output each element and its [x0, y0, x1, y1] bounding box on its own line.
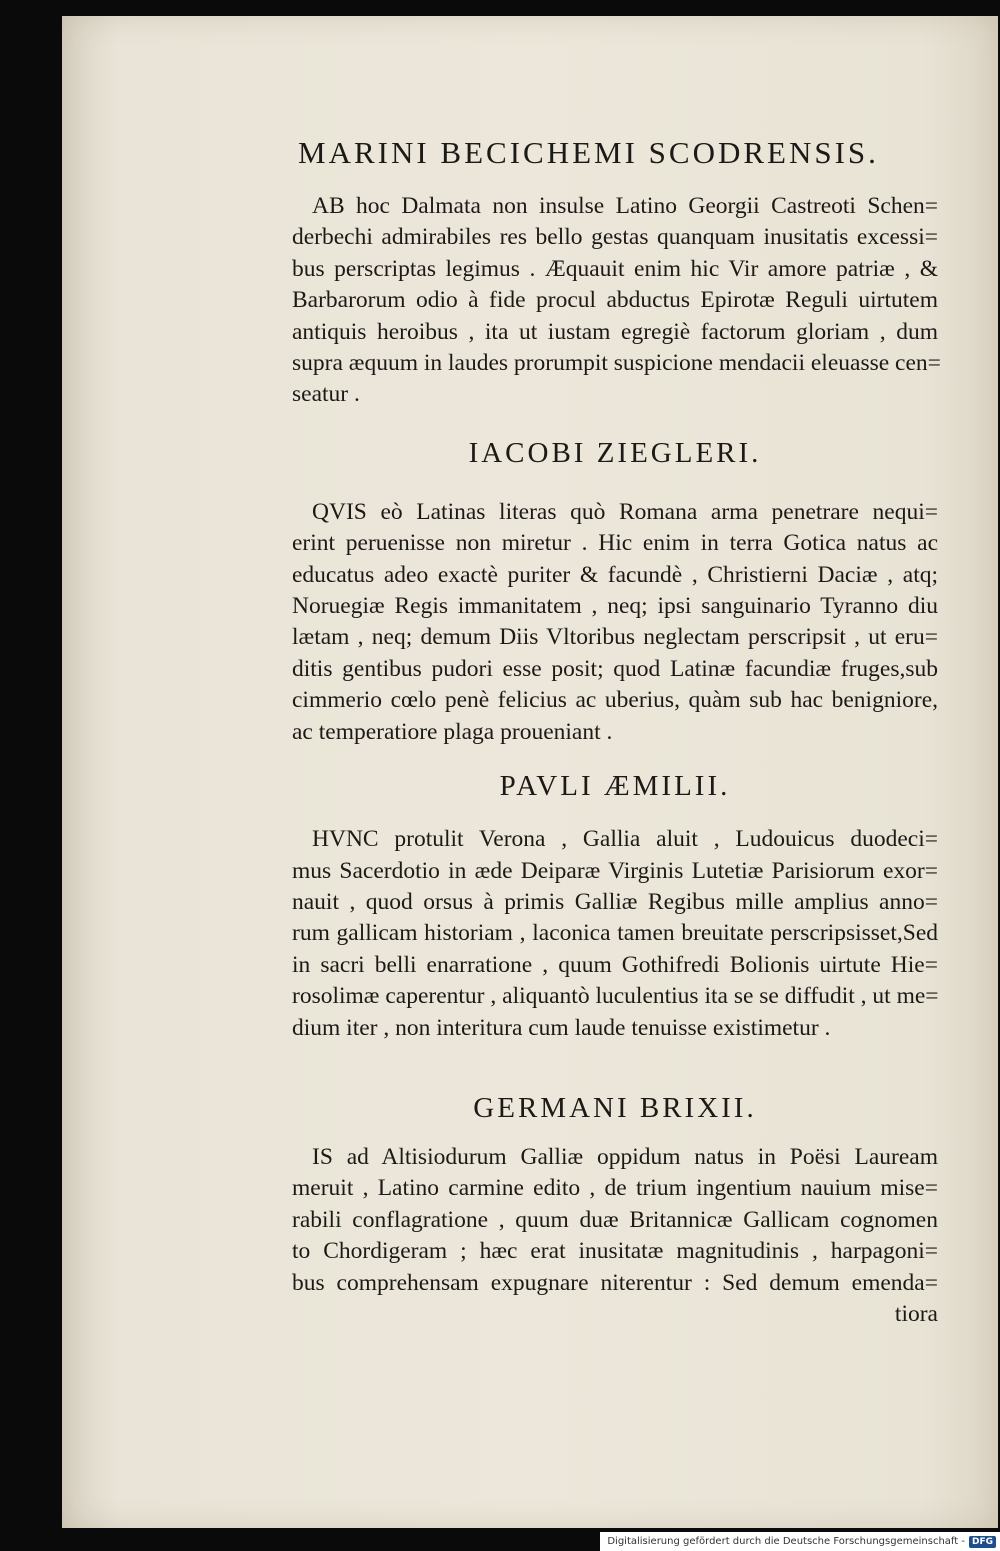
- digitization-credit-bar: [600, 1532, 1000, 1551]
- section-heading-aemilii: PAVLI ÆMILII.: [499, 770, 731, 803]
- text-line: seatur .: [292, 381, 360, 408]
- paragraph-aemilii: [292, 824, 938, 1044]
- paragraph-ziegleri: [292, 497, 938, 748]
- running-head: MARINI BECICHEMI SCODRENSIS.: [298, 135, 879, 170]
- paragraph-brixii: [292, 1142, 938, 1330]
- text-line: lætam , neq; demum Diis Vltoribus neglectam perscripsit , ut eru=: [292, 624, 938, 651]
- text-line: bus comprehensam expugnare niterentur : Sed demum emenda=: [292, 1269, 938, 1296]
- catchword: tiora: [894, 1300, 938, 1327]
- text-line: cimmerio cœlo penè felicius ac uberius, quàm sub hac benigniore,: [292, 687, 938, 714]
- text-line: antiquis heroibus , ita ut iustam egregiè factorum gloriam , dum: [292, 318, 938, 345]
- text-line: meruit , Latino carmine edito , de trium ingentium nauium mise=: [292, 1175, 938, 1202]
- text-line: erint peruenisse non miretur . Hic enim in terra Gotica natus ac: [292, 530, 938, 557]
- paragraph-becichemi: [292, 191, 941, 411]
- text-line: dium iter , non interitura cum laude tenuisse existimetur .: [292, 1014, 831, 1041]
- text-line: derbechi admirabiles res bello gestas quanquam inusitatis excessi=: [292, 224, 938, 251]
- text-line: bus perscriptas legimus . Æquauit enim hic Vir amore patriæ , &: [292, 255, 938, 282]
- text-line: QVIS eò Latinas literas quò Romana arma penetrare nequi=: [312, 498, 938, 525]
- page-text-block: [292, 133, 941, 1330]
- text-line: rabili conflagratione , quum duæ Britannicæ Gallicam cognomen: [292, 1206, 938, 1233]
- text-line: rum gallicam historiam , laconica tamen breuitate perscripsisset,Sed: [292, 920, 938, 947]
- text-line: AB hoc Dalmata non insulse Latino Georgii Castreoti Schen=: [312, 193, 938, 219]
- dfg-logo-icon: DFG: [969, 1536, 996, 1548]
- text-line: rosolimæ caperentur , aliquantò luculentius ita se se diffudit , ut me=: [292, 983, 939, 1010]
- section-heading-ziegleri: IACOBI ZIEGLERI.: [468, 436, 762, 469]
- text-line: Noruegiæ Regis immanitatem , neq; ipsi sanguinario Tyranno diu: [292, 593, 938, 620]
- text-line: in sacri belli enarratione , quum Gothifredi Bolionis uirtute Hie=: [292, 951, 938, 978]
- text-line: nauit , quod orsus à primis Galliæ Regibus mille amplius anno=: [292, 888, 938, 915]
- text-line: ditis gentibus pudori esse posit; quod Latinæ facundiæ fruges,sub: [292, 655, 938, 682]
- text-line: to Chordigeram ; hæc erat inusitatæ magnitudinis , harpagoni=: [292, 1238, 938, 1265]
- text-line: Barbarorum odio à fide procul abductus Epirotæ Reguli uirtutem: [292, 287, 938, 314]
- text-line: ac temperatiore plaga proueniant .: [292, 718, 613, 745]
- digitization-credit-text: Digitalisierung gefördert durch die Deutsche Forschungsgemeinschaft -: [607, 1536, 965, 1547]
- text-line: mus Sacerdotio in æde Deiparæ Virginis Lutetiæ Parisiorum exor=: [292, 857, 938, 884]
- text-line: HVNC protulit Verona , Gallia aluit , Ludouicus duodeci=: [312, 826, 938, 853]
- text-line: educatus adeo exactè puriter & facundè , Christierni Daciæ , atq;: [292, 561, 938, 588]
- section-heading-brixii: GERMANI BRIXII.: [473, 1091, 757, 1124]
- text-line: IS ad Altisiodurum Galliæ oppidum natus in Poësi Lauream: [312, 1143, 938, 1170]
- text-line: supra æquum in laudes prorumpit suspicione mendacii eleuasse cen=: [292, 350, 941, 377]
